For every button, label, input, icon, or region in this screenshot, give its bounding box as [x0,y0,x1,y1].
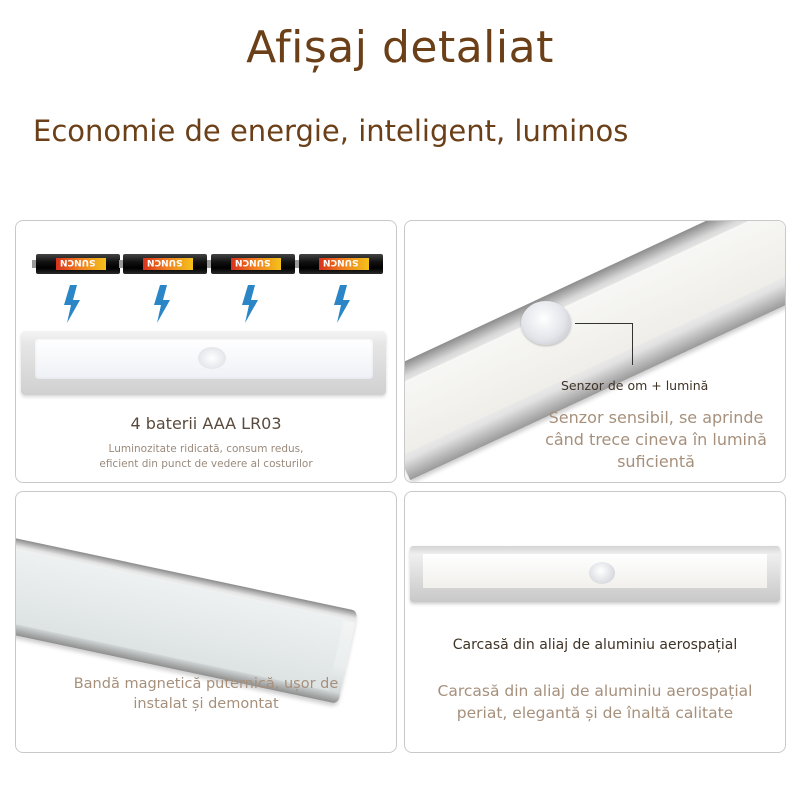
battery-panel [15,220,397,483]
callout-line [575,323,632,324]
battery-description: Luminozitate ridicată, consum redus, eficient din punct de vedere al costurilor [99,443,313,470]
battery-image: SUNCN [123,254,207,274]
lightning-bolt-icon [332,285,352,323]
light-bar-image [21,331,386,395]
housing-description: Carcasă din aliaj de aluminiu aerospațial periat, elegantă și de înaltă calitate [437,682,753,722]
lightning-bolt-icon [152,285,172,323]
battery-image: SUNCN [299,254,383,274]
light-bar-front-image [410,546,780,602]
magnetic-panel [15,491,397,753]
page-title: Afișaj detaliat [246,22,554,73]
battery-image: SUNCN [211,254,295,274]
motion-sensor-icon [589,562,615,584]
motion-sensor-icon [198,347,226,369]
callout-line [632,323,633,365]
sensor-panel [404,220,786,483]
magnetic-description: Bandă magnetică puternică, ușor de instalat și demontat [73,676,339,712]
lightning-bolt-icon [240,285,260,323]
lightning-bolt-icon [62,285,82,323]
sensor-description: Senzor sensibil, se aprinde când trece cineva în lumină suficientă [545,408,767,471]
sensor-label: Senzor de om + lumină [561,378,709,393]
battery-label: 4 baterii AAA LR03 [130,414,282,433]
battery-image: SUNCN [36,254,120,274]
housing-label: Carcasă din aliaj de aluminiu aerospațial [452,637,738,653]
motion-sensor-icon [521,301,571,345]
housing-panel [404,491,786,753]
page-subtitle: Economie de energie, inteligent, luminos [33,114,629,148]
